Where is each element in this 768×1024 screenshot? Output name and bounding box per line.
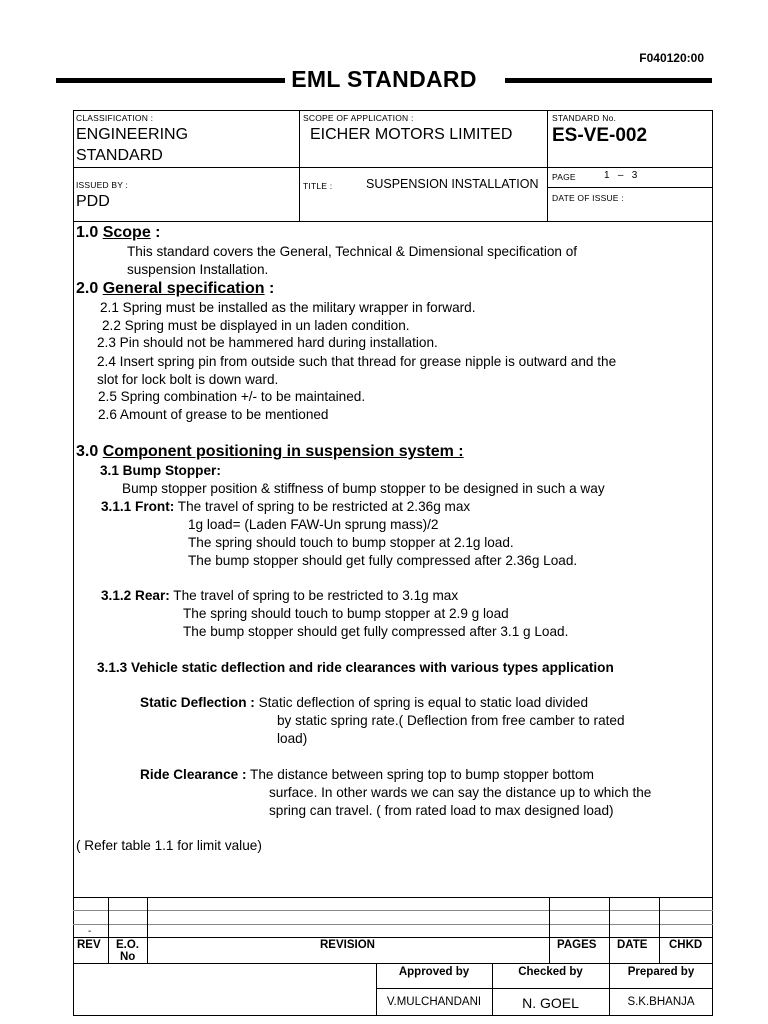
spec-item-2-4-line-2: slot for lock bolt is down ward. [97,372,279,387]
document-title [0,66,768,93]
section-2-colon: : [264,280,275,297]
eo-header-2: No [120,951,136,963]
front-line-1 [101,498,470,516]
subsection-3-1-heading: 3.1 Bump Stopper: [100,463,221,478]
subsection-3-1-3-heading: 3.1.3 Vehicle static deflection and ride clearances with various types application [97,660,614,675]
static-deflection-label: Static Deflection : [140,695,255,710]
ride-clearance-text-1: The distance between spring top to bump stopper bottom [246,767,594,782]
rev-col-line [108,897,109,963]
header-bottom-line [73,221,713,222]
rear-line-1 [101,587,458,605]
revision-row-line-2 [73,924,713,925]
front-label: 3.1.1 Front: [101,499,175,514]
preparer-name: S.K.BHANJA [627,996,695,1008]
rear-line-3: The bump stopper should get fully compressed after 3.1 g Load. [183,624,569,639]
spec-item-2-5: 2.5 Spring combination +/- to be maintained. [98,389,366,404]
section-2-heading [76,280,274,298]
eo-col-line [147,897,148,963]
static-deflection-line-1 [140,694,588,712]
front-line-2: 1g load= (Laden FAW-Un sprung mass)/2 [188,517,439,532]
revision-table-top [73,897,713,898]
ride-clearance-line-1 [140,766,594,784]
title-value: SUSPENSION INSTALLATION [366,177,539,191]
front-line-3: The spring should touch to bump stopper at 2.1g load. [188,535,514,550]
document-code: F040120:00 [639,51,704,65]
front-line-4: The bump stopper should get fully compressed after 2.36g Load. [188,553,578,568]
classification-line2: STANDARD [76,147,163,164]
revision-header-bottom [73,963,713,964]
issued-by-value: PDD [76,193,110,210]
rear-text-1: The travel of spring to be restricted to 3.1g max [169,588,459,603]
page-label: PAGE [552,172,576,182]
rear-label: 3.1.2 Rear: [101,588,170,603]
section-3-number: 3.0 [76,443,99,460]
scope-line-1: This standard covers the General, Technical & Dimensional specification of [127,244,578,259]
date-of-issue-label: DATE OF ISSUE : [552,193,624,203]
rev-header: REV [77,939,101,951]
revision-dash: - [88,926,92,937]
ride-clearance-label: Ride Clearance : [140,767,247,782]
section-2-number: 2.0 [76,280,99,297]
standard-no-label: STANDARD No. [552,113,617,123]
bump-stopper-text: Bump stopper position & stiffness of bump stopper to be designed in such a way [122,481,605,496]
revision-row-line-1 [73,910,713,911]
revision-header: REVISION [320,939,375,951]
standard-no-value: ES-VE-002 [552,125,648,146]
title-label: TITLE : [303,181,333,191]
eo-header-1: E.O. [116,939,140,951]
approved-by-label: Approved by [398,966,470,978]
scope-line-2: suspension Installation. [127,262,269,277]
issued-by-label: ISSUED BY : [76,180,129,190]
approver-name: V.MULCHANDANI [386,996,482,1008]
pages-header: PAGES [557,939,597,951]
revision-row-line-3 [73,937,713,938]
pages-col-line [609,897,610,963]
spec-item-2-3: 2.3 Pin should not be hammered hard during installation. [97,335,438,350]
spec-item-2-6: 2.6 Amount of grease to be mentioned [98,407,329,422]
page-value: 1 – 3 [604,170,638,181]
rear-line-2: The spring should touch to bump stopper at 2.9 g load [183,606,509,621]
section-1-heading [76,224,161,242]
section-2-title: General specification [102,280,265,297]
section-1-title: Scope [102,224,151,241]
date-header: DATE [617,939,648,951]
front-text-1: The travel of spring to be restricted at 2.36g max [174,499,471,514]
header-col-divider-2 [547,110,548,221]
section-3-heading [76,443,464,461]
header-divider [73,167,713,168]
section-3-title: Component positioning in suspension system : [102,443,464,460]
refer-note: ( Refer table 1.1 for limit value) [76,838,262,853]
section-1-colon: : [150,224,161,241]
classification-line1: ENGINEERING [76,126,189,143]
checked-by-label: Checked by [518,966,583,978]
header-col-divider-1 [299,110,300,221]
scope-value: EICHER MOTORS LIMITED [310,126,513,143]
static-deflection-text-1: Static deflection of spring is equal to static load divided [254,695,589,710]
scope-label: SCOPE OF APPLICATION : [303,113,414,123]
static-deflection-line-3: load) [277,731,308,746]
section-1-number: 1.0 [76,224,99,241]
ride-clearance-line-3: spring can travel. ( from rated load to max designed load) [269,803,614,818]
date-col-line [659,897,660,963]
prepared-by-label: Prepared by [627,966,695,978]
document-title-text: EML STANDARD [285,66,482,92]
static-deflection-line-2: by static spring rate.( Deflection from free camber to rated [277,713,625,728]
chkd-header: CHKD [669,939,703,951]
spec-item-2-2: 2.2 Spring must be displayed in un laden condition. [102,318,410,333]
spec-item-2-1: 2.1 Spring must be installed as the military wrapper in forward. [100,300,476,315]
ride-clearance-line-2: surface. In other wards we can say the distance up to which the [269,785,652,800]
approval-row-divider [376,988,713,989]
revision-col-line [549,897,550,963]
page-date-divider [547,187,713,188]
checker-name: N. GOEL [522,995,579,1011]
classification-label: CLASSIFICATION : [76,113,154,123]
spec-item-2-4-line-1: 2.4 Insert spring pin from outside such that thread for grease nipple is outward and the [97,354,617,369]
